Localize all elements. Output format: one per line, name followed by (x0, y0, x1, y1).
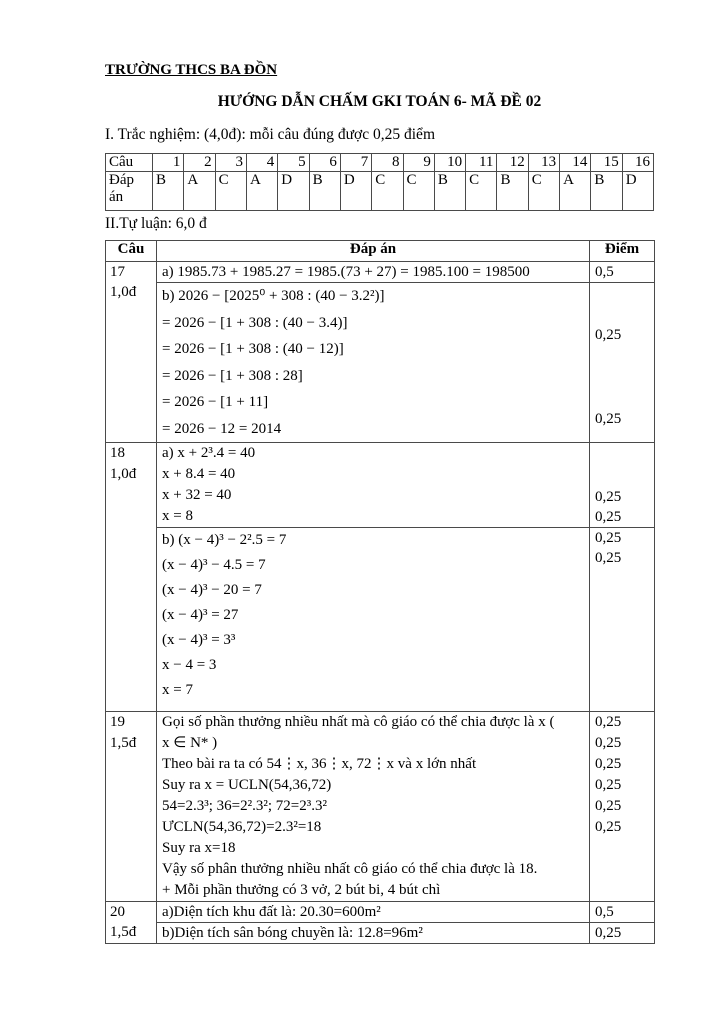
mc-question-number: 2 (184, 154, 215, 172)
q20b-points-cell (590, 923, 655, 944)
section-2-heading: II.Tự luận: 6,0 đ (105, 215, 207, 232)
q18b-line: (x − 4)³ = 3³ (162, 632, 236, 648)
q19-number: 19 (110, 714, 125, 730)
q17a-point: 0,5 (595, 264, 614, 280)
q18-score: 1,0đ (110, 466, 137, 482)
mc-answer: A (246, 172, 277, 211)
q17b-line: = 2026 − [1 + 308 : (40 − 12)] (162, 341, 344, 357)
mc-answer: D (340, 172, 371, 211)
mc-question-number: 1 (153, 154, 184, 172)
q17b-line: = 2026 − [1 + 11] (162, 394, 269, 410)
essay-header-dapan: Đáp án (157, 241, 590, 262)
q17b-points-cell (590, 283, 655, 443)
q18b-line: x = 7 (162, 682, 193, 698)
essay-header-cau: Câu (106, 241, 157, 262)
q17b-line: = 2026 − [1 + 308 : (40 − 3.4)] (162, 314, 348, 331)
document-title: HƯỚNG DẪN CHẤM GKI TOÁN 6- MÃ ĐỀ 02 (217, 93, 542, 110)
mc-question-number: 12 (497, 154, 528, 172)
mc-answer: C (372, 172, 403, 211)
mc-question-number: 13 (528, 154, 559, 172)
q18b-line: x − 4 = 3 (162, 657, 217, 673)
school-name: TRƯỜNG THCS BA ĐỒN (105, 62, 278, 78)
mc-question-number: 11 (466, 154, 497, 172)
q20b-row (106, 923, 655, 944)
document-content (105, 62, 654, 944)
mc-answer-row (106, 172, 654, 211)
q19-score: 1,5đ (110, 735, 137, 751)
mc-question-number: 7 (340, 154, 371, 172)
mc-question-number: 6 (309, 154, 340, 172)
q17a-points-cell (590, 262, 655, 283)
mc-question-number: 10 (434, 154, 465, 172)
q20b-answer-cell (157, 923, 590, 944)
q18b-line: b) (x − 4)³ − 2².5 = 7 (162, 532, 287, 548)
q20-number-cell (106, 902, 157, 944)
q18a-line: a) x + 2³.4 = 40 (162, 445, 256, 461)
q17b-row (106, 283, 655, 443)
q18a-point: 0,25 (595, 489, 622, 505)
q19-point: 0,25 (595, 735, 622, 751)
q20a-points-cell (590, 902, 655, 923)
mc-answer: D (278, 172, 309, 211)
mc-answer: B (309, 172, 340, 211)
mc-answer: B (497, 172, 528, 211)
q17b-point: 0,25 (595, 411, 622, 427)
q18b-line: (x − 4)³ − 20 = 7 (162, 582, 262, 598)
mc-answer: B (591, 172, 622, 211)
q17-number: 17 (110, 264, 125, 280)
mc-question-row (106, 154, 654, 172)
q19-point: 0,25 (595, 798, 622, 814)
q17a-row (106, 262, 655, 283)
q19-point: 0,25 (595, 756, 622, 772)
mc-answer: A (560, 172, 591, 211)
q18a-answer-cell (157, 443, 590, 528)
q20b-line: b)Diện tích sân bóng chuyền là: 12.8=96m² (162, 925, 423, 941)
mc-question-number: 9 (403, 154, 434, 172)
mc-question-number: 16 (622, 154, 653, 172)
q18b-line: (x − 4)³ − 4.5 = 7 (162, 557, 266, 573)
mc-answer: C (466, 172, 497, 211)
mc-question-number: 3 (215, 154, 246, 172)
q19-number-cell (106, 712, 157, 902)
q19-line: Gọi số phần thưởng nhiều nhất mà cô giáo có thể chia được là x ( (162, 714, 555, 730)
mc-answer: C (403, 172, 434, 211)
mc-answer: C (528, 172, 559, 211)
q19-point: 0,25 (595, 714, 622, 730)
q18-number: 18 (110, 445, 125, 461)
q19-line: Suy ra x=18 (162, 840, 236, 856)
mc-answer: B (434, 172, 465, 211)
q20a-row (106, 902, 655, 923)
mc-answer: B (153, 172, 184, 211)
q19-answer-cell (157, 712, 590, 902)
q19-line: Theo bài ra ta có 54⋮x, 36⋮x, 72⋮x và x lớn nhất (162, 756, 477, 772)
mc-answer: C (215, 172, 246, 211)
q17b-answer-cell (157, 283, 590, 443)
q17a-line: a) 1985.73 + 1985.27 = 1985.(73 + 27) = 1985.100 = 198500 (162, 264, 530, 280)
q18b-points-cell (590, 528, 655, 712)
mc-question-number: 14 (560, 154, 591, 172)
q17b-line: = 2026 − 12 = 2014 (162, 420, 282, 437)
q20a-point: 0,5 (595, 904, 614, 920)
mc-answer: D (622, 172, 653, 211)
essay-header-diem: Điểm (590, 241, 655, 262)
mc-row1-label: Câu (106, 154, 153, 172)
q19-point: 0,25 (595, 777, 622, 793)
q19-points-cell (590, 712, 655, 902)
q20-score: 1,5đ (110, 924, 137, 940)
q17b-point: 0,25 (595, 327, 622, 343)
q17b-line: b) 2026 − [2025⁰ + 308 : (40 − 3.2²)] (162, 288, 385, 304)
q18b-answer-cell (157, 528, 590, 712)
q20a-answer-cell (157, 902, 590, 923)
q18a-point: 0,25 (595, 509, 622, 525)
q18a-line: x + 8.4 = 40 (162, 466, 236, 482)
q18a-points-cell (590, 443, 655, 528)
q20-number: 20 (110, 904, 125, 920)
q18a-line: x = 8 (162, 508, 193, 524)
q17-number-cell (106, 262, 157, 443)
q18-number-cell (106, 443, 157, 712)
mc-row2-label: Đáp án (106, 172, 153, 211)
q18b-point: 0,25 (595, 550, 622, 566)
essay-answer-table (105, 240, 655, 944)
q17a-answer-cell (157, 262, 590, 283)
q18b-point: 0,25 (595, 530, 622, 546)
q18a-line: x + 32 = 40 (162, 487, 232, 503)
q18a-row (106, 443, 655, 528)
mc-question-number: 15 (591, 154, 622, 172)
q19-line: Suy ra x = UCLN(54,36,72) (162, 777, 332, 793)
q20b-point: 0,25 (595, 925, 622, 941)
section-1-heading: I. Trắc nghiệm: (4,0đ): mỗi câu đúng được 0,25 điểm (105, 126, 435, 143)
essay-header-row (106, 241, 655, 262)
mc-question-number: 4 (246, 154, 277, 172)
q19-line: x ∈ N* ) (162, 735, 218, 751)
q18b-row (106, 528, 655, 712)
q19-row (106, 712, 655, 902)
mc-answer: A (184, 172, 215, 211)
q20a-line: a)Diện tích khu đất là: 20.30=600m² (162, 904, 381, 920)
q17b-line: = 2026 − [1 + 308 : 28] (162, 367, 303, 384)
mc-question-number: 8 (372, 154, 403, 172)
q19-line: ƯCLN(54,36,72)=2.3²=18 (162, 819, 322, 835)
multiple-choice-table (105, 153, 654, 211)
q19-line: + Mỗi phần thưởng có 3 vở, 2 bút bi, 4 bút chì (162, 882, 441, 898)
q19-line: 54=2.3³; 36=2².3²; 72=2³.3² (162, 798, 327, 814)
q17-score: 1,0đ (110, 284, 137, 300)
q18b-line: (x − 4)³ = 27 (162, 607, 239, 623)
q19-line: Vậy số phân thưởng nhiều nhất cô giáo có thể chia được là 18. (162, 861, 538, 877)
mc-question-number: 5 (278, 154, 309, 172)
q19-point: 0,25 (595, 819, 622, 835)
